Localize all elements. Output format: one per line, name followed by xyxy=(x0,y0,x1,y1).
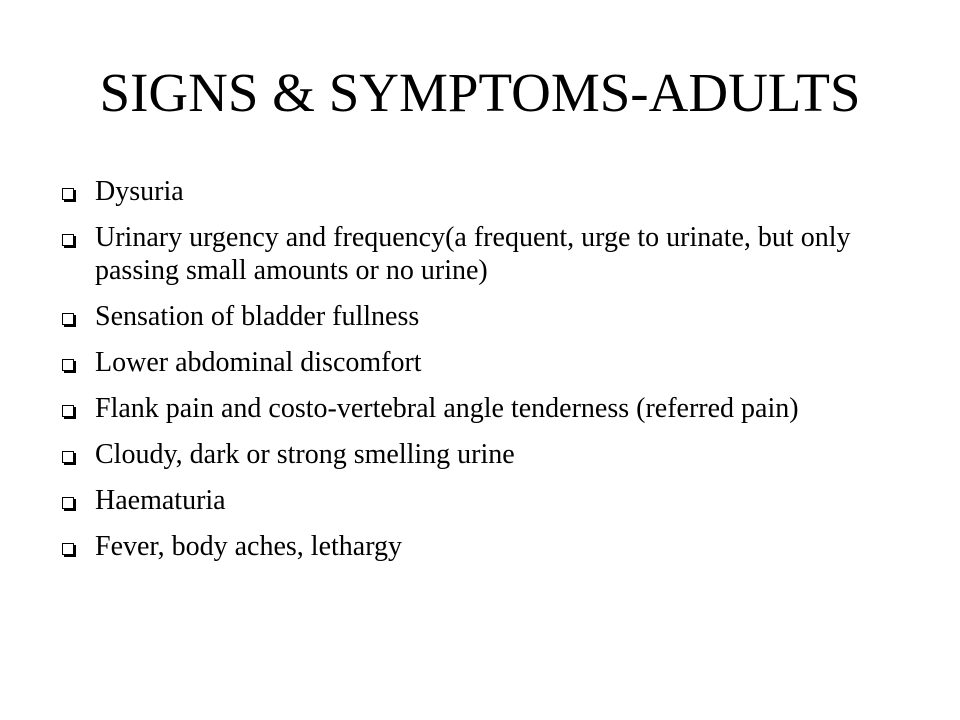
square-bullet-icon xyxy=(62,497,74,509)
bullet-list xyxy=(62,175,902,576)
list-item xyxy=(62,438,902,471)
bullet-text: Dysuria xyxy=(95,176,184,207)
square-bullet-icon xyxy=(62,405,74,417)
bullet-text: Flank pain and costo-vertebral angle tenderness (referred pain) xyxy=(95,393,799,424)
bullet-text: Urinary urgency and frequency(a frequent, urge to urinate, but only passing small amounts or no urine) xyxy=(95,222,851,286)
square-bullet-icon xyxy=(62,451,74,463)
list-item xyxy=(62,484,902,517)
list-item xyxy=(62,221,902,287)
square-bullet-icon xyxy=(62,313,74,325)
list-item xyxy=(62,175,902,208)
bullet-text: Lower abdominal discomfort xyxy=(95,347,422,378)
square-bullet-icon xyxy=(62,543,74,555)
square-bullet-icon xyxy=(62,359,74,371)
list-item xyxy=(62,346,902,379)
square-bullet-icon xyxy=(62,234,74,246)
bullet-text: Sensation of bladder fullness xyxy=(95,301,420,332)
bullet-text: Cloudy, dark or strong smelling urine xyxy=(95,439,515,470)
list-item xyxy=(62,530,902,563)
square-bullet-icon xyxy=(62,188,74,200)
bullet-text: Haematuria xyxy=(95,485,226,516)
slide-title: SIGNS & SYMPTOMS-ADULTS xyxy=(99,62,861,123)
bullet-text: Fever, body aches, lethargy xyxy=(95,531,403,562)
list-item xyxy=(62,392,902,425)
list-item xyxy=(62,300,902,333)
